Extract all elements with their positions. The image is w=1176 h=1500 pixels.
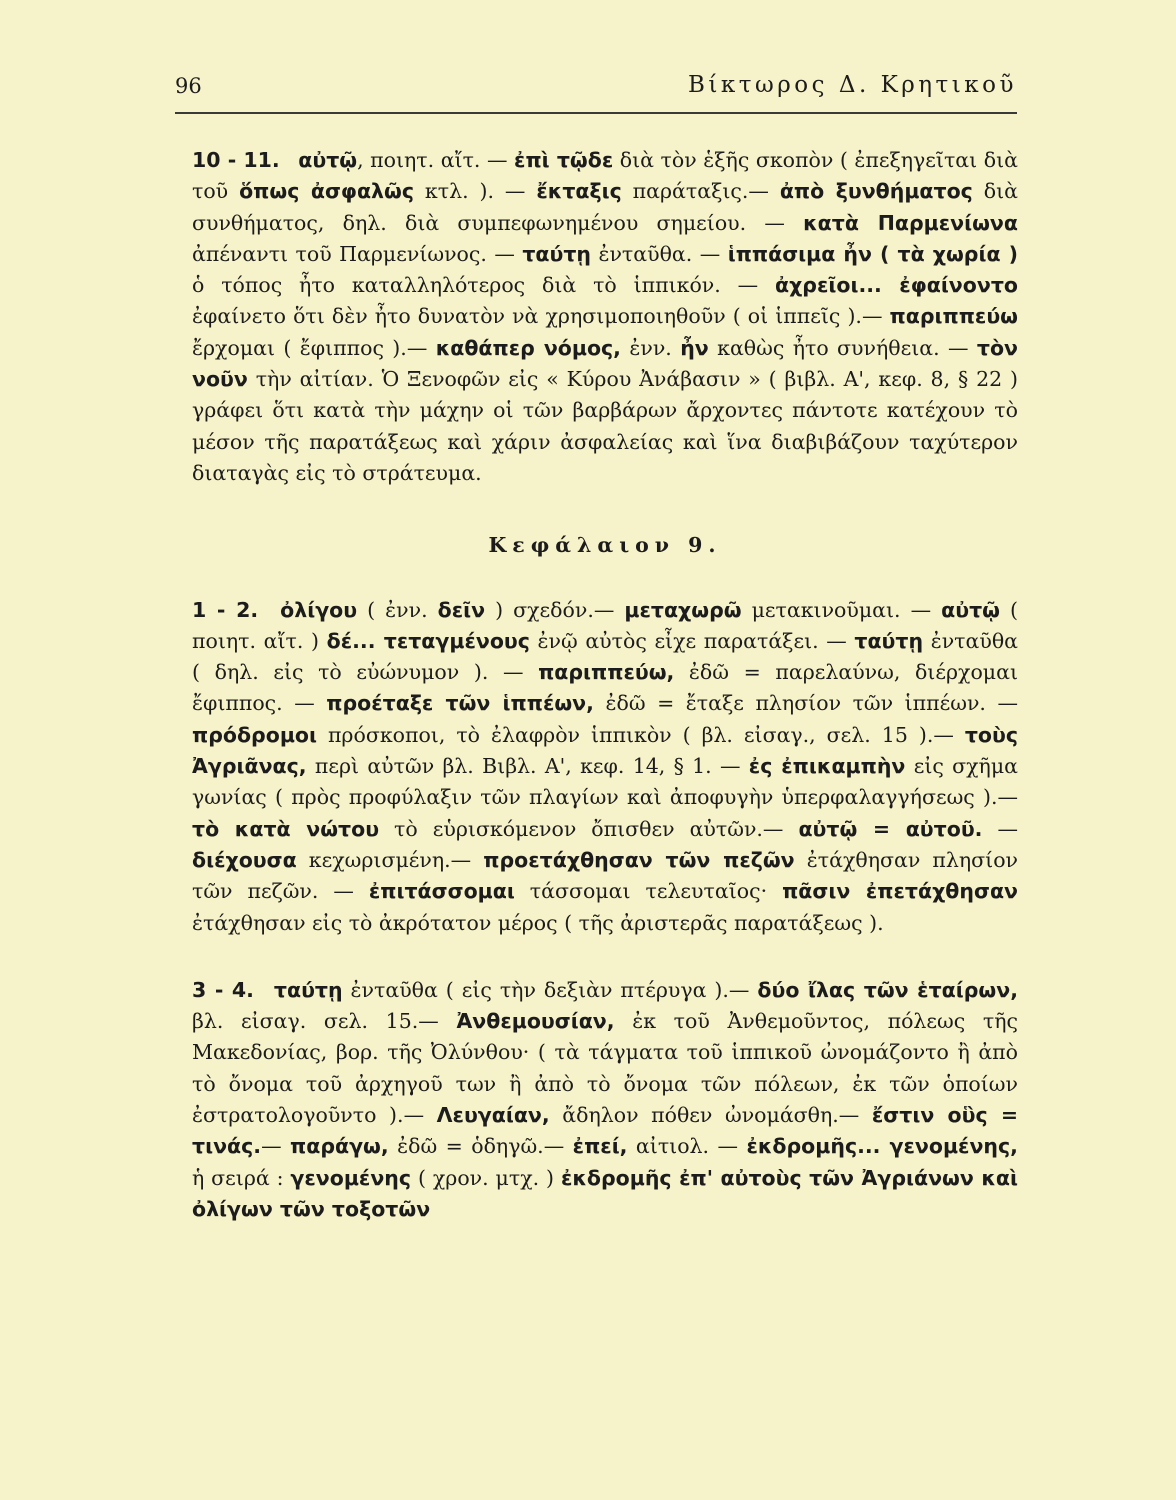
- lemma: ὀλίγου: [280, 597, 358, 622]
- lemma: ἀχρεῖοι... ἐφαίνοντο: [775, 273, 1018, 298]
- chapter-heading: Κεφάλαιον 9.: [488, 533, 722, 558]
- gloss-text: αἰτιολ. —: [627, 1134, 747, 1159]
- lemma: ἱππάσιμα ἦν ( τὰ χωρία ): [727, 241, 1018, 266]
- lemma: ἦν: [680, 335, 709, 360]
- lemma: καθάπερ νόμος,: [435, 335, 621, 360]
- gloss-text: —: [261, 1134, 291, 1159]
- lemma: ἐκδρομῆς... γενομένης,: [746, 1134, 1018, 1159]
- section-number: 3 - 4.: [192, 977, 254, 1002]
- lemma: τοὺς Ἀγριᾶνας,: [192, 722, 1018, 779]
- gloss-text: εἰς σχῆμα γωνίας ( πρὸς προφύλαξιν τῶν πλαγίων καὶ ἀποφυγὴν ὑπερφαλαγγήσεως ).—: [192, 754, 1018, 810]
- lemma: ταύτῃ: [273, 977, 343, 1002]
- lemma: κατὰ Παρμενίωνα: [803, 210, 1018, 235]
- paragraph-spacer: [192, 939, 1018, 975]
- gloss-text: ( ἐνν.: [357, 597, 438, 622]
- gloss-text: βλ. εἰσαγ. σελ. 15.—: [192, 1009, 457, 1034]
- gloss-text: τάσσομαι τελευταῖος·: [514, 879, 783, 904]
- gloss-text: ἄδηλον πόθεν ὠνομάσθη.—: [549, 1103, 872, 1128]
- lemma: ἐπὶ τῷδε: [514, 148, 614, 172]
- gloss-text: ἐδῶ = ὁδηγῶ.—: [388, 1134, 573, 1159]
- gloss-text: μετακινοῦμαι. —: [741, 597, 942, 622]
- lemma: δεῖν: [437, 597, 486, 622]
- lemma: τὸ κατὰ νώτου: [192, 816, 380, 841]
- gloss-text: ἐτάχθησαν εἰς τὸ ἀκρότατον μέρος ( τῆς ἀριστερᾶς παρατάξεως ).: [192, 910, 884, 935]
- lemma: ἔκταξις: [536, 179, 622, 204]
- gloss-text: κτλ. ). —: [414, 179, 537, 204]
- lemma: παριππεύω,: [538, 660, 675, 685]
- lemma: ἐκδρομῆς ἐπ' αὐτοὺς τῶν Ἀγριάνων καὶ ὀλίγων τῶν τοξοτῶν: [192, 1165, 1018, 1221]
- lemma: ἐς ἐπικαμπὴν: [748, 754, 906, 779]
- commentary-paragraph-10-11: [192, 145, 1018, 489]
- lemma: αὐτῷ: [941, 597, 1000, 622]
- gloss-text: ( ποιητ. αἴτ. ): [192, 597, 1018, 653]
- gloss-text: ἐνταῦθα. —: [591, 241, 728, 266]
- running-title: Βίκτωρος Δ. Κρητικοῦ: [688, 72, 1017, 98]
- gloss-text: ἐκ τοῦ Ἀνθεμοῦντος, πόλεως τῆς Μακεδονίας, βορ. τῆς Ὀλύνθου· ( τὰ τάγματα τοῦ ἱππικοῦ ὠνομάζοντο ἢ ἀπὸ τὸ ὄνομα τοῦ ἀρχηγοῦ των ἢ ἀπὸ τὸ ὄνομα τῶν πόλεων, ἐκ τῶν ὁποίων ἐστρατολογοῦντο ).—: [192, 1009, 1018, 1128]
- gloss-text: διὰ συνθήματος, δηλ. διὰ συμπεφωνημένου σημείου. —: [192, 179, 1018, 235]
- gloss-text: ὁ τόπος ἦτο καταλληλότερος διὰ τὸ ἱππικόν. —: [192, 273, 775, 298]
- gloss-text: —: [982, 816, 1018, 841]
- lemma: πᾶσιν ἐπετάχθησαν: [782, 879, 1018, 904]
- gloss-text: διὰ τὸν ἑξῆς σκοπὸν ( ἐπεξηγεῖται διὰ τοῦ: [192, 148, 1018, 204]
- gloss-text: ( χρον. μτχ. ): [411, 1165, 561, 1190]
- running-head: [175, 72, 1017, 114]
- lemma: παράγω,: [290, 1134, 389, 1159]
- lemma: Ἀνθεμουσίαν,: [456, 1009, 615, 1034]
- lemma: ταύτῃ: [522, 241, 591, 266]
- lemma: ταύτῃ: [854, 628, 924, 653]
- gloss-text: ἐδῶ = ἔταξε πλησίον τῶν ἱππέων. —: [593, 691, 1018, 716]
- section-number: 1 - 2.: [192, 597, 259, 622]
- lemma: ἐπιτάσσομαι: [368, 879, 515, 904]
- gloss-text: ἀπέναντι τοῦ Παρμενίωνος. —: [192, 241, 523, 266]
- lemma: διέχουσα: [192, 847, 297, 872]
- lemma: ἀπὸ ξυνθήματος: [779, 179, 973, 204]
- lemma: τὸν νοῦν: [192, 335, 1018, 392]
- gloss-text: περὶ αὐτῶν βλ. Βιβλ. Α', κεφ. 14, § 1. —: [306, 754, 749, 779]
- gloss-text: τὴν αἰτίαν. Ὁ Ξενοφῶν εἰς « Κύρου Ἀνάβασιν » ( βιβλ. Α', κεφ. 8, § 22 ) γράφει ὅτι κατὰ τὴν μάχην οἱ τῶν βαρβάρων ἄρχοντες πάντοτε κατέχουν τὸ μέσον τῆς παρατάξεως καὶ χάριν ἀσφαλείας καὶ ἵνα διαβιβάζουν ταχύτερον διαταγὰς εἰς τὸ στράτευμα.: [192, 367, 1018, 485]
- gloss-text: ἐνν.: [620, 335, 681, 360]
- lemma: παριππεύω: [889, 304, 1018, 329]
- lemma: προέταξε τῶν ἱππέων,: [326, 691, 594, 716]
- lemma: δύο ἴλας τῶν ἑταίρων,: [757, 977, 1018, 1002]
- section-number: 10 - 11.: [192, 148, 280, 172]
- lemma: πρόδρομοι: [192, 722, 317, 747]
- gloss-text: παράταξις.—: [621, 179, 780, 204]
- gloss-text: ἡ σειρά :: [192, 1165, 291, 1190]
- gloss-text: ) σχεδόν.—: [485, 597, 625, 622]
- lemma: μεταχωρῶ: [624, 597, 742, 622]
- commentary-paragraph-1-2: [192, 595, 1018, 939]
- gloss-text: πρόσκοποι, τὸ ἐλαφρὸν ἱππικὸν ( βλ. εἰσαγ., σελ. 15 ).—: [316, 722, 965, 747]
- lemma: αὐτῷ = αὐτοῦ.: [798, 816, 983, 841]
- gloss-text: ἐδῶ = παρελαύνω, διέρχομαι ἔφιππος. —: [192, 660, 1018, 716]
- page-number: 96: [175, 74, 202, 98]
- page-body: [192, 145, 1018, 1225]
- lemma: ἔστιν οὓς = τινάς.: [192, 1103, 1018, 1159]
- lemma: αὐτῷ: [298, 148, 358, 172]
- lemma: γενομένης: [290, 1165, 412, 1190]
- gloss-text: ἐνταῦθα ( εἰς τὴν δεξιὰν πτέρυγα ).—: [342, 977, 758, 1002]
- lemma: ἐπεί,: [572, 1134, 628, 1159]
- gloss-text: τὸ εὑρισκόμενον ὄπισθεν αὐτῶν.—: [379, 816, 799, 841]
- gloss-text: καθὼς ἦτο συνήθεια. —: [708, 335, 977, 360]
- gloss-text: ἐνῷ αὐτὸς εἶχε παρατάξει. —: [529, 628, 855, 653]
- gloss-text: ἐτάχθησαν πλησίον τῶν πεζῶν. —: [192, 847, 1018, 904]
- lemma: δέ... τεταγμένους: [326, 628, 530, 653]
- gloss-text: ἔρχομαι ( ἔφιππος ).—: [192, 335, 436, 360]
- gloss-text: ἐφαίνετο ὅτι δὲν ἦτο δυνατὸν νὰ χρησιμοποιηθοῦν ( οἱ ἱππεῖς ).—: [192, 304, 890, 329]
- lemma: ὅπως ἀσφαλῶς: [239, 179, 414, 204]
- commentary-paragraph-3-4: [192, 975, 1018, 1225]
- lemma: Λευγαίαν,: [436, 1103, 550, 1128]
- gloss-text: , ποιητ. αἴτ. —: [357, 148, 515, 172]
- lemma: προετάχθησαν τῶν πεζῶν: [483, 847, 795, 872]
- gloss-text: κεχωρισμένη.—: [296, 847, 484, 872]
- gloss-text: ἐνταῦθα ( δηλ. εἰς τὸ εὐώνυμον ). —: [192, 628, 1019, 685]
